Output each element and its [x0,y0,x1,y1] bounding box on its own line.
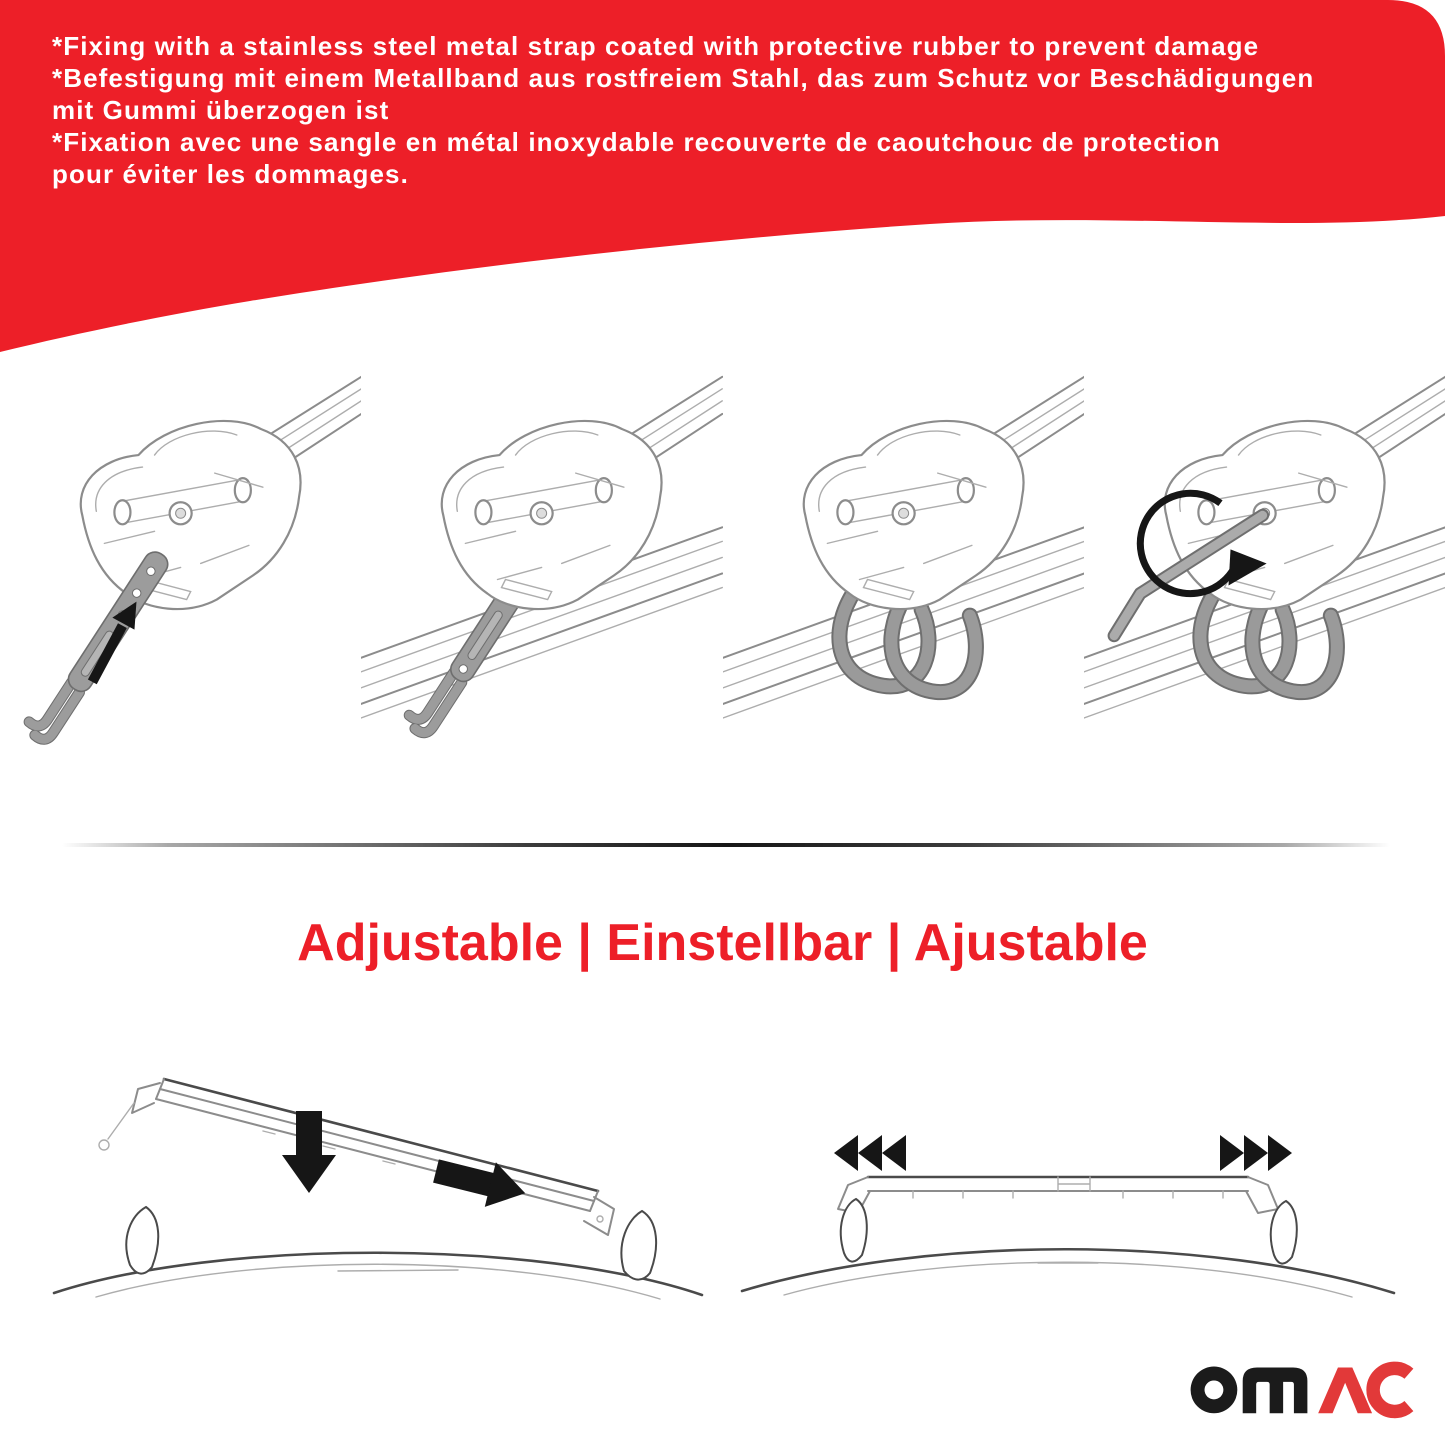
extend-arrows-left-icon [834,1135,906,1171]
adjustable-heading: Adjustable | Einstellbar | Ajustable [297,914,1148,972]
logo-letter-a [1318,1367,1372,1413]
crossbar-tilted [99,1079,614,1235]
banner-line-de-2: mit Gummi überzogen ist [52,95,390,125]
clamp-body [442,421,662,609]
crossbar-mounted [838,1177,1278,1213]
step-4-illustration [1084,348,1445,810]
logo-letter-m [1243,1367,1308,1413]
clamp-body [1164,421,1384,609]
banner-text [52,30,1412,190]
banner-line-fr-1: *Fixation avec une sangle en métal inoxydable recouverte de caoutchouc de protection [52,127,1221,157]
step-1-illustration [0,348,361,810]
car-roof [54,1207,702,1299]
right-arrow-icon [430,1149,530,1216]
clamp-body [81,421,301,609]
logo-letter-o [1191,1367,1238,1414]
adjustability-row [0,1038,1445,1310]
car-roof [742,1199,1394,1297]
install-steps-row [0,348,1445,810]
step-3-illustration [723,348,1084,810]
extend-arrows-right-icon [1220,1135,1292,1171]
banner-line-fr-2: pour éviter les dommages. [52,159,409,189]
section-divider [62,843,1390,847]
omac-logo [1187,1356,1417,1422]
clamp-body [803,421,1023,609]
step-2-illustration [361,348,722,810]
logo-letter-c [1373,1368,1409,1411]
metal-strap [25,543,172,746]
banner-line-en: *Fixing with a stainless steel metal strap coated with protective rubber to prevent damage [52,31,1260,61]
roof-left-illustration [38,1038,718,1310]
banner-line-de-1: *Befestigung mit einem Metallband aus rostfreiem Stahl, das zum Schutz vor Beschädigungen [52,63,1315,93]
roof-right-illustration [728,1038,1408,1310]
